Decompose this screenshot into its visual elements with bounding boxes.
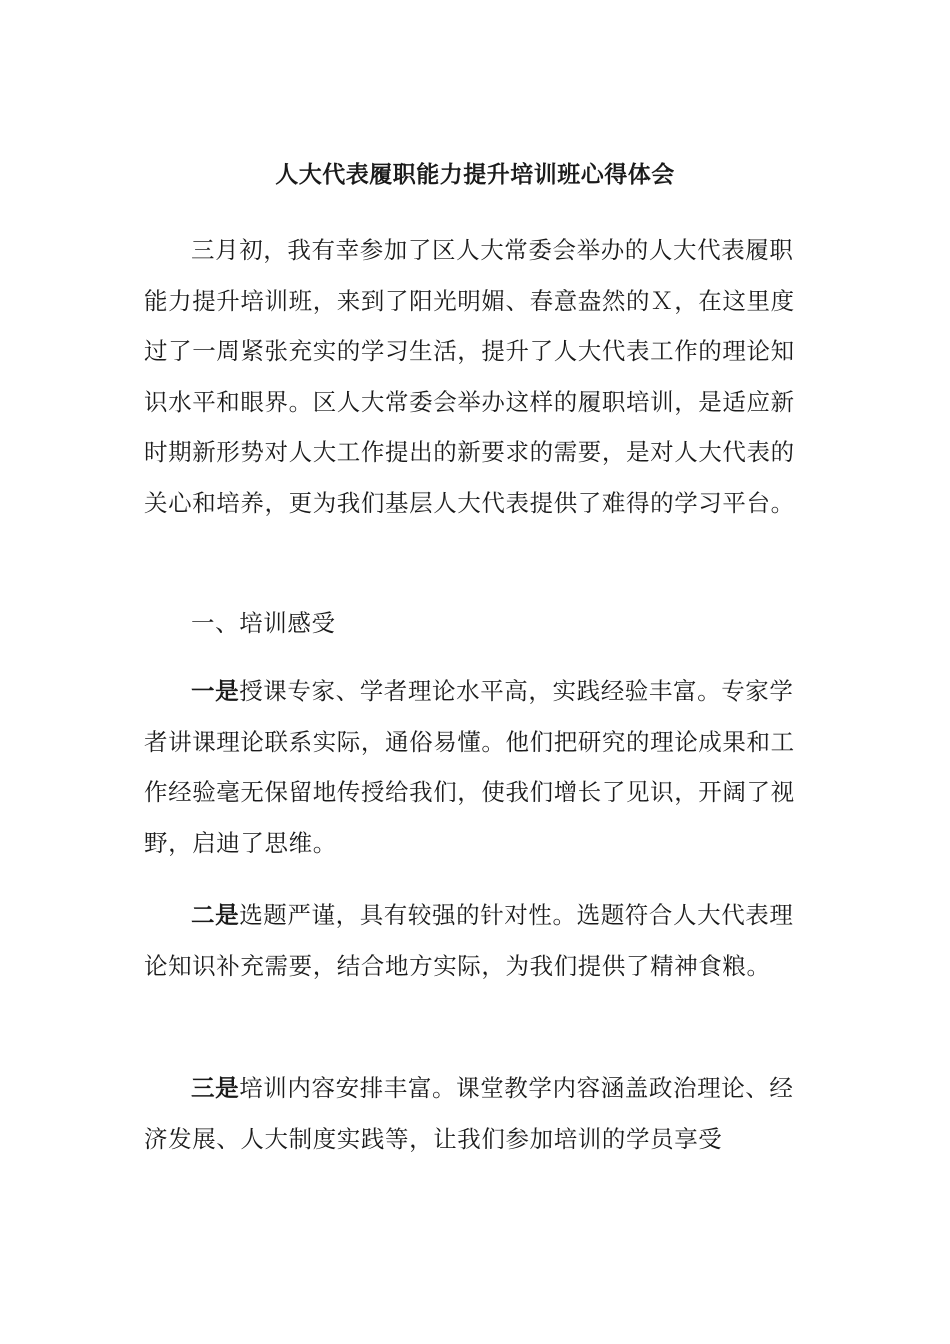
document-title: 人大代表履职能力提升培训班心得体会 xyxy=(275,162,675,188)
point-paragraph-1 xyxy=(144,666,810,868)
intro-paragraph: 三月初，我有幸参加了区人大常委会举办的人大代表履职能力提升培训班，来到了阳光明媚、春意盎然的Ｘ，在这里度过了一周紧张充实的学习生活，提升了人大代表工作的理论知识水平和眼界。区人大常委会举办这样的履职培训，是适应新时期新形势对人大工作提出的新要求的需要，是对人大代表的关心和培养，更为我们基层人大代表提供了难得的学习平台。 xyxy=(144,236,795,517)
point-paragraph-2 xyxy=(144,890,810,991)
point-paragraph-3 xyxy=(144,1063,810,1164)
point-lead-1: 一是 xyxy=(191,677,240,705)
point-text-3: 培训内容安排丰富。课堂教学内容涵盖政治理论、经济发展、人大制度实践等，让我们参加培训的学员享受 xyxy=(144,1074,794,1153)
point-text-1: 授课专家、学者理论水平高，实践经验丰富。专家学者讲课理论联系实际，通俗易懂。他们把研究的理论成果和工作经验毫无保留地传授给我们，使我们增长了见识，开阔了视野，启迪了思维。 xyxy=(144,677,795,857)
point-lead-2: 二是 xyxy=(191,901,240,929)
point-text-2: 选题严谨，具有较强的针对性。选题符合人大代表理论知识补充需要，结合地方实际，为我们提供了精神食粮。 xyxy=(144,901,794,980)
section-heading: 一、培训感受 xyxy=(191,609,336,637)
point-lead-3: 三是 xyxy=(191,1074,240,1102)
